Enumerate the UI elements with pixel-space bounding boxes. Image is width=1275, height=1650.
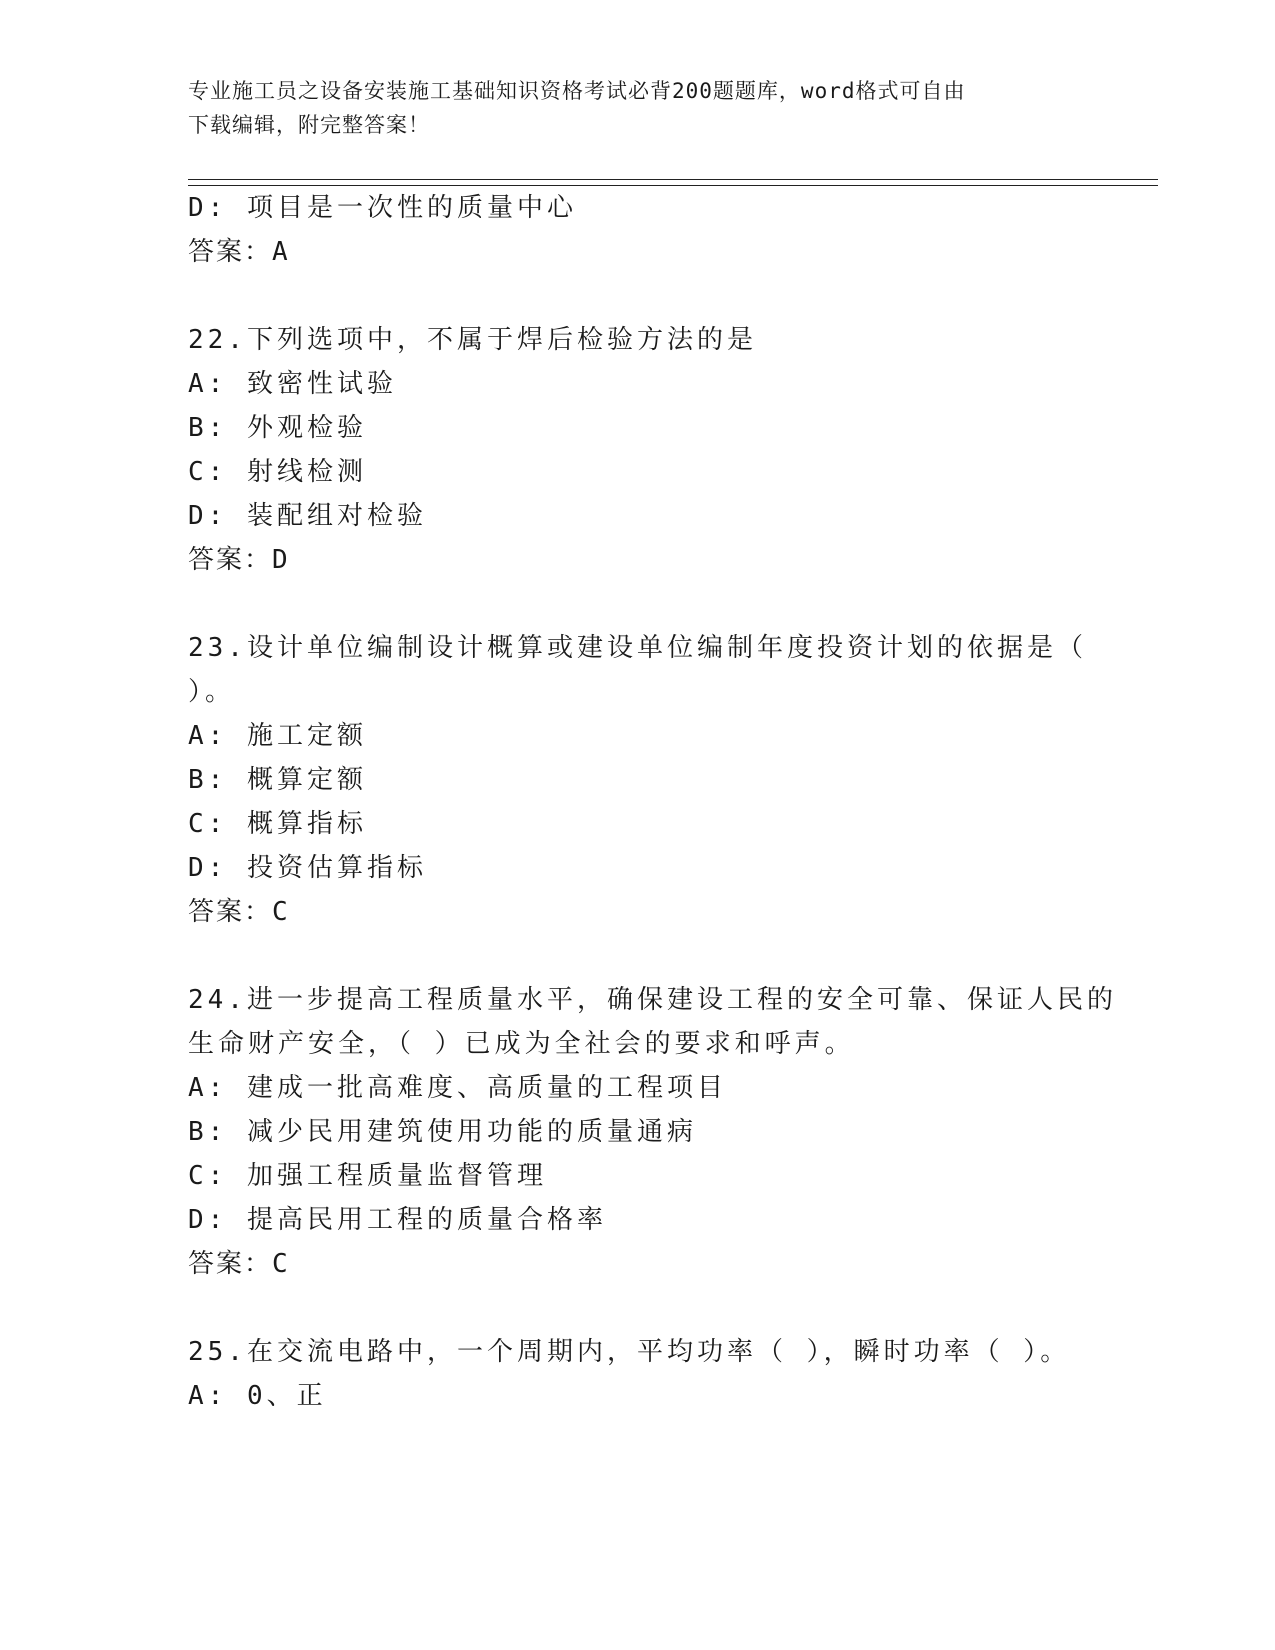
answer-label: 答案：: [188, 237, 273, 267]
answer-value: D: [272, 545, 290, 575]
q23-stem-line-1: 23.设计单位编制设计概算或建设单位编制年度投资计划的依据是（: [188, 633, 1087, 663]
answer-label: 答案：: [188, 1249, 273, 1279]
q22-option-c: C: 射线检测: [188, 457, 367, 487]
q23-option-b: B: 概算定额: [188, 765, 367, 795]
q24-answer: [188, 1242, 290, 1286]
q23-answer: [188, 890, 290, 934]
q22-option-b: B: 外观检验: [188, 413, 367, 443]
q22-option-a: A: 致密性试验: [188, 369, 397, 399]
q21-answer: [188, 230, 290, 274]
q21-option-d: D: 项目是一次性的质量中心: [188, 193, 577, 223]
answer-value: C: [272, 897, 290, 927]
answer-value: A: [272, 237, 290, 267]
header-line-2: 下载编辑，附完整答案！: [188, 113, 430, 137]
q24-option-d: D: 提高民用工程的质量合格率: [188, 1205, 607, 1235]
q23-option-d: D: 投资估算指标: [188, 853, 427, 883]
q25-stem: 25.在交流电路中，一个周期内，平均功率（ ），瞬时功率（ ）。: [188, 1337, 1071, 1367]
q23-option-c: C: 概算指标: [188, 809, 367, 839]
q23-stem-line-2: ）。: [188, 677, 236, 707]
q24-stem-line-1: 24.进一步提高工程质量水平，确保建设工程的安全可靠、保证人民的: [188, 985, 1117, 1015]
q22-stem: 22.下列选项中，不属于焊后检验方法的是: [188, 325, 757, 355]
document-header: [188, 74, 1088, 142]
q24-stem-line-2: 生命财产安全，（ ）已成为全社会的要求和呼声。: [188, 1029, 855, 1059]
q23-option-a: A: 施工定额: [188, 721, 367, 751]
q22-option-d: D: 装配组对检验: [188, 501, 427, 531]
q22-answer: [188, 538, 290, 582]
q24-option-c: C: 加强工程质量监督管理: [188, 1161, 547, 1191]
answer-label: 答案：: [188, 545, 273, 575]
answer-label: 答案：: [188, 897, 273, 927]
answer-value: C: [272, 1249, 290, 1279]
q24-option-a: A: 建成一批高难度、高质量的工程项目: [188, 1073, 727, 1103]
q24-option-b: B: 减少民用建筑使用功能的质量通病: [188, 1117, 697, 1147]
header-line-1: 专业施工员之设备安装施工基础知识资格考试必背200题题库，word格式可自由: [188, 79, 966, 103]
header-divider-top: [188, 179, 1158, 180]
q25-option-a: A: 0、正: [188, 1381, 327, 1411]
